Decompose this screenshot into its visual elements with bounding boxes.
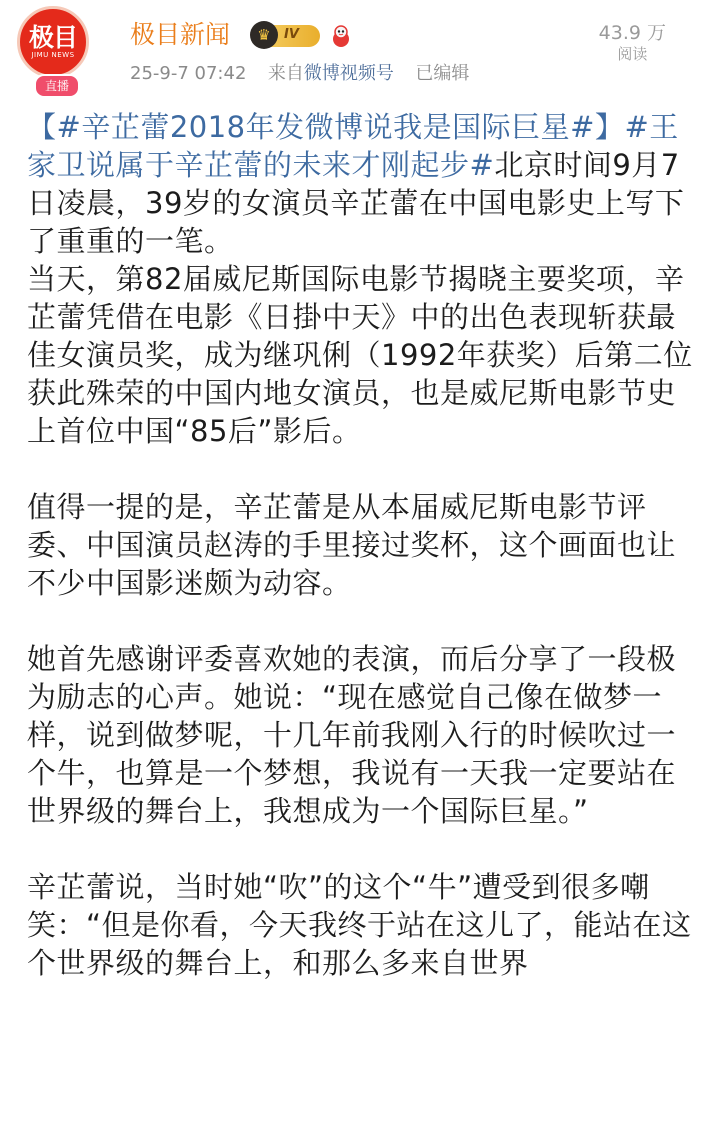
topic-link[interactable]: #辛芷蕾2018年发微博说我是国际巨星# [56, 110, 595, 144]
read-count [599, 22, 666, 64]
read-count-label: 阅读 [617, 45, 648, 63]
post-paragraph: 她首先感谢评委喜欢她的表演，而后分享了一段极为励志的心声。她说：“现在感觉自己像在做梦一样，说到做梦呢，十几年前我刚入行的时候吹过一个牛，也算是一个梦想，我说有一天我一定要站在世界级的舞台上，我想成为一个国际巨星。” [27, 642, 677, 828]
post-meta [130, 62, 469, 86]
topic-link[interactable]: #王家卫说属于辛芷蕾的未来才刚起步# [27, 110, 679, 182]
topic-bracket-open: 【 [27, 110, 57, 144]
paragraph-text: 北京时间9月7日凌晨，39岁的女演员辛芷蕾在中国电影史上写下了重重的一笔。 [27, 148, 685, 258]
post-paragraph [27, 108, 697, 260]
vip-badge[interactable] [252, 25, 320, 47]
post-source-link[interactable]: 微博视频号 [303, 63, 394, 84]
post-content [27, 108, 697, 982]
post-paragraph: 值得一提的是，辛芷蕾是从本届威尼斯电影节评委、中国演员赵涛的手里接过奖杯，这个画面也让不少中国影迷颇为动容。 [27, 490, 677, 600]
avatar-logo [17, 6, 89, 78]
avatar-logo-subtext: JIMU NEWS [31, 50, 75, 59]
edited-label[interactable]: 已编辑 [415, 63, 470, 84]
mascot-icon[interactable] [330, 24, 352, 48]
source-prefix: 来自 [267, 63, 304, 84]
vip-crown-icon: ♛ [250, 21, 278, 49]
post-header [0, 0, 720, 100]
avatar[interactable] [14, 4, 96, 94]
post-date: 25-9-7 07:42 [130, 63, 247, 84]
avatar-logo-text: 极目 [28, 22, 77, 52]
account-name[interactable]: 极目新闻 [130, 20, 231, 49]
topic-bracket-close: 】 [594, 110, 625, 144]
post-paragraph: 辛芷蕾说，当时她“吹”的这个“牛”遭受到很多嘲笑：“但是你看，今天我终于站在这儿了，能站在这个世界级的舞台上，和那么多来自世界 [27, 870, 692, 980]
vip-level: IV [284, 27, 299, 42]
live-badge[interactable]: 直播 [34, 74, 80, 98]
read-count-value: 43.9 万 [598, 22, 666, 44]
post-paragraph: 当天，第82届威尼斯国际电影节揭晓主要奖项，辛芷蕾凭借在电影《日掛中天》中的出色表现斩获最佳女演员奖，成为继巩俐（1992年获奖）后第二位获此殊荣的中国内地女演员，也是威尼斯电影节史上首位中国“85后”影后。 [27, 262, 693, 448]
